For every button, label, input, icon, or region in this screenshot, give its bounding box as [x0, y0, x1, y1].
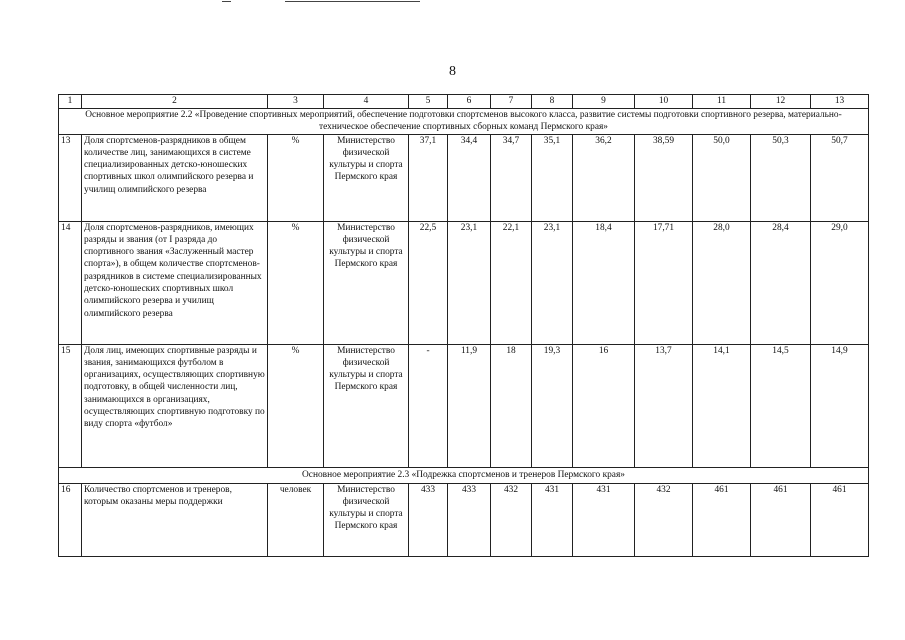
unit-cell: % [268, 344, 324, 467]
header-cell: 9 [573, 95, 635, 109]
value-cell: 432 [635, 483, 693, 556]
header-cell: 10 [635, 95, 693, 109]
value-cell: 36,2 [573, 134, 635, 221]
value-cell: 17,71 [635, 221, 693, 344]
value-cell: 50,7 [811, 134, 869, 221]
unit-cell: % [268, 134, 324, 221]
header-cell: 1 [59, 95, 82, 109]
table-row [59, 221, 869, 344]
value-cell: 38,59 [635, 134, 693, 221]
value-cell: 432 [491, 483, 532, 556]
section-row [59, 467, 869, 483]
indicator-name: Доля спортсменов-разрядников в общем количестве лиц, занимающихся в системе специализированных детско-юношеских спортивных школ олимпийского резерва и училищ олимпийского резерва [82, 134, 268, 221]
value-cell: 34,7 [491, 134, 532, 221]
header-cell: 4 [324, 95, 409, 109]
value-cell: 433 [409, 483, 448, 556]
value-cell: 18,4 [573, 221, 635, 344]
value-cell: 23,1 [532, 221, 573, 344]
header-cell: 5 [409, 95, 448, 109]
indicator-name: Количество спортсменов и тренеров, которым оказаны меры поддержки [82, 483, 268, 556]
section-title-2-2: Основное мероприятие 2.2 «Проведение спортивных мероприятий, обеспечение подготовки спортсменов высокого класса, развитие системы подготовки спортивного резерва, материально-техническое обеспечение спортивных сборных команд Пермского края» [59, 109, 869, 135]
value-cell: 22,5 [409, 221, 448, 344]
responsible-org: Министерство физической культуры и спорта Пермского края [324, 221, 409, 344]
table-row [59, 483, 869, 556]
indicators-table [58, 94, 869, 557]
row-number: 14 [59, 221, 82, 344]
table-row [59, 134, 869, 221]
table-row [59, 344, 869, 467]
responsible-org: Министерство физической культуры и спорта Пермского края [324, 483, 409, 556]
row-number: 16 [59, 483, 82, 556]
value-cell: 28,0 [693, 221, 751, 344]
value-cell: 16 [573, 344, 635, 467]
responsible-org: Министерство физической культуры и спорта Пермского края [324, 134, 409, 221]
value-cell: 14,1 [693, 344, 751, 467]
value-cell: 14,9 [811, 344, 869, 467]
value-cell: 19,3 [532, 344, 573, 467]
header-cell: 12 [751, 95, 811, 109]
row-number: 15 [59, 344, 82, 467]
indicator-name: Доля спортсменов-разрядников, имеющих разряды и звания (от I разряда до спортивного звания «Заслуженный мастер спорта»), в общем количестве спортсменов-разрядников в системе специализированных детско-юношеских спортивных школ олимпийского резерва и училищ олимпийского резерва [82, 221, 268, 344]
value-cell: 50,3 [751, 134, 811, 221]
value-cell: 29,0 [811, 221, 869, 344]
header-cell: 8 [532, 95, 573, 109]
value-cell: 431 [532, 483, 573, 556]
value-cell: - [409, 344, 448, 467]
section-row [59, 109, 869, 135]
value-cell: 14,5 [751, 344, 811, 467]
value-cell: 22,1 [491, 221, 532, 344]
header-cell: 11 [693, 95, 751, 109]
header-cell: 3 [268, 95, 324, 109]
unit-cell: человек [268, 483, 324, 556]
unit-cell: % [268, 221, 324, 344]
top-rule-left [222, 1, 231, 2]
header-cell: 2 [82, 95, 268, 109]
value-cell: 13,7 [635, 344, 693, 467]
responsible-org: Министерство физической культуры и спорта Пермского края [324, 344, 409, 467]
value-cell: 461 [811, 483, 869, 556]
top-rule-right [285, 1, 420, 2]
value-cell: 50,0 [693, 134, 751, 221]
indicator-name: Доля лиц, имеющих спортивные разряды и звания, занимающихся футболом в организациях, осуществляющих спортивную подготовку, в общей численности лиц, занимающихся в организациях, осуществляющих спортивную подготовку по виду спорта «футбол» [82, 344, 268, 467]
value-cell: 11,9 [448, 344, 491, 467]
value-cell: 23,1 [448, 221, 491, 344]
page-number: 8 [449, 64, 456, 79]
value-cell: 431 [573, 483, 635, 556]
header-cell: 7 [491, 95, 532, 109]
value-cell: 18 [491, 344, 532, 467]
section-title-2-3: Основное мероприятие 2.3 «Подрежка спортсменов и тренеров Пермского края» [59, 467, 869, 483]
header-row [59, 95, 869, 109]
header-cell: 6 [448, 95, 491, 109]
value-cell: 461 [693, 483, 751, 556]
value-cell: 35,1 [532, 134, 573, 221]
value-cell: 28,4 [751, 221, 811, 344]
value-cell: 433 [448, 483, 491, 556]
value-cell: 461 [751, 483, 811, 556]
row-number: 13 [59, 134, 82, 221]
value-cell: 37,1 [409, 134, 448, 221]
header-cell: 13 [811, 95, 869, 109]
value-cell: 34,4 [448, 134, 491, 221]
